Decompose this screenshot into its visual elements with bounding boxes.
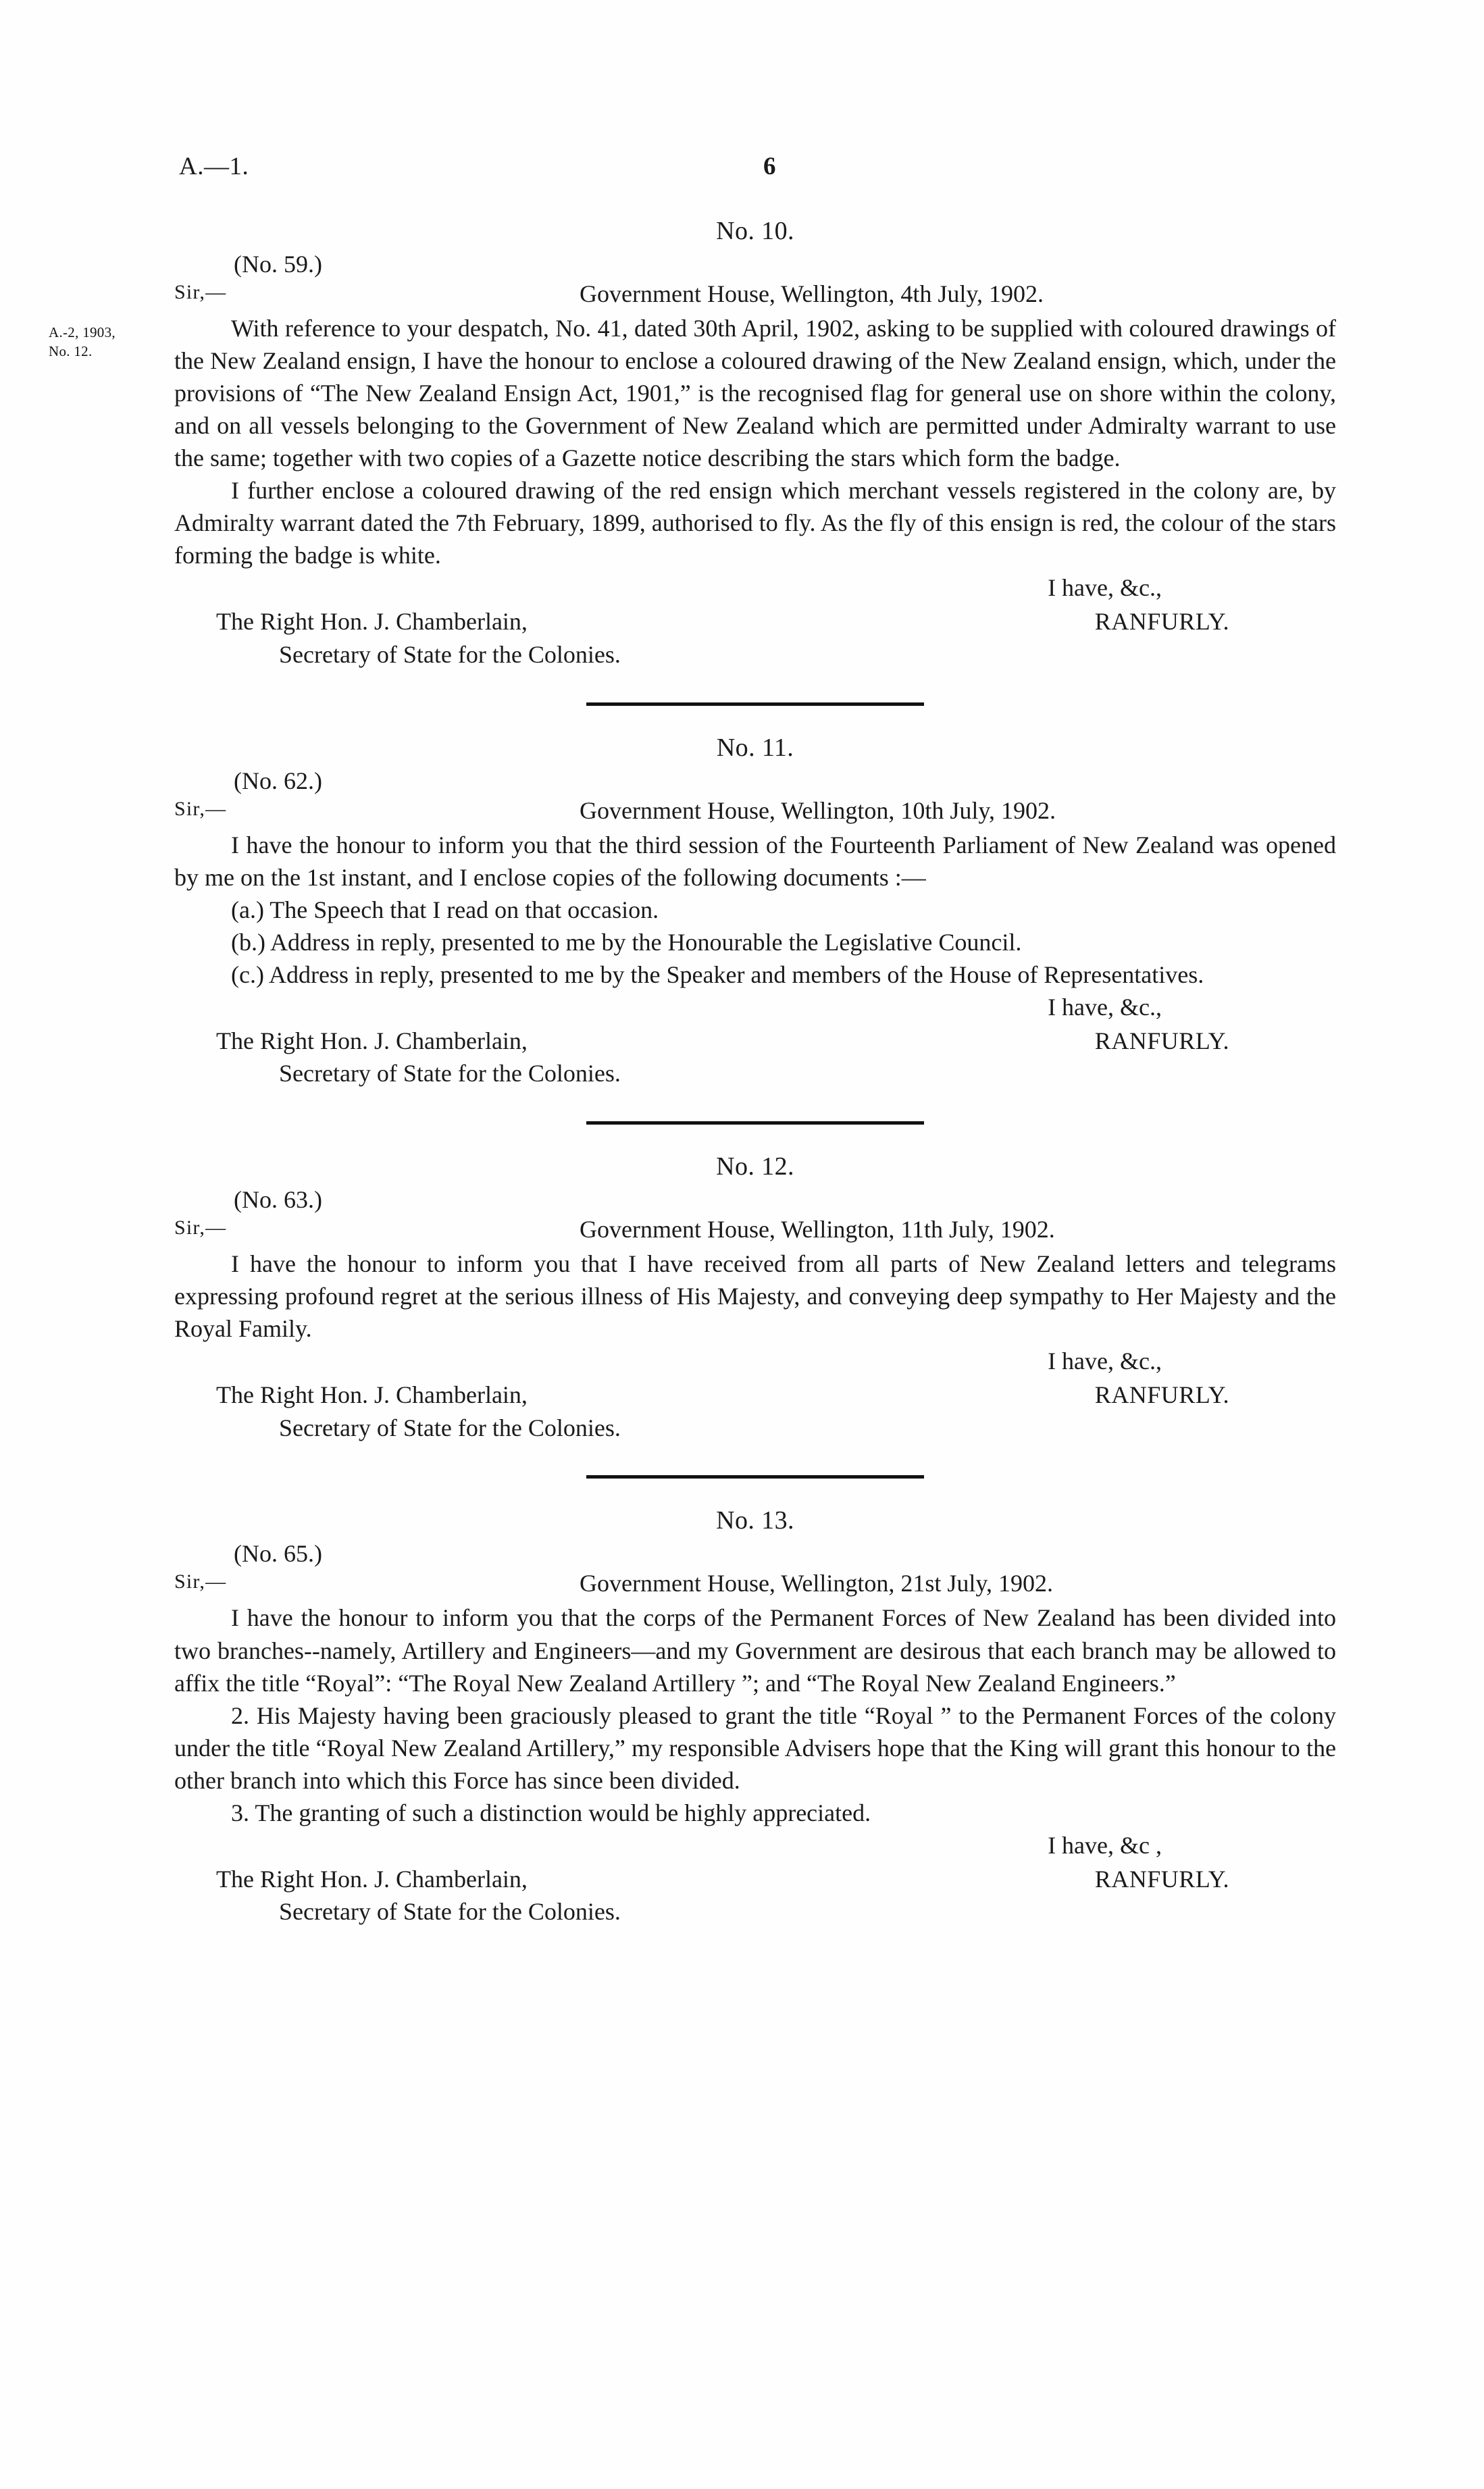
closing-row bbox=[174, 1345, 1336, 1377]
place-and-date: Government House, Wellington, 4th July, 1902. bbox=[580, 280, 1044, 307]
document-body bbox=[174, 216, 1336, 1928]
paragraph: With reference to your despatch, No. 41, dated 30th April, 1902, asking to be supplied with coloured drawings of the New Zealand ensign, I have the honour to enclose a coloured drawing of the New Zealand ensign, which, under the provisions of “The New Zealand Ensign Act, 1901,” is the recognised flag for general use on shore within the colony, and on all vessels belonging to the Government of New Zealand which are permitted under Admiralty warrant to use the same; together with two copies of a Gazette notice describing the stars which form the badge. bbox=[174, 315, 1336, 472]
signatory: RANFURLY. bbox=[1094, 1027, 1229, 1054]
closing-row bbox=[174, 991, 1336, 1023]
margin-note-line-1: A.-2, 1903, bbox=[49, 324, 116, 340]
section-docnum: (No. 63.) bbox=[234, 1186, 322, 1214]
despatch-section bbox=[174, 1506, 1336, 1928]
place-and-date: Government House, Wellington, 21st July, 1902. bbox=[580, 1570, 1054, 1597]
section-title: No. 13. bbox=[716, 1506, 794, 1535]
section-docnum: (No. 59.) bbox=[234, 251, 322, 278]
closing-row bbox=[174, 571, 1336, 604]
despatch-section bbox=[174, 733, 1336, 1125]
despatch-section bbox=[174, 216, 1336, 706]
section-divider bbox=[586, 1475, 924, 1479]
paragraph: I have the honour to inform you that I have received from all parts of New Zealand letters and telegrams expressing profound regret at the serious illness of His Majesty, and conveying deep sympathy to Her Majesty and the Royal Family. bbox=[174, 1250, 1336, 1343]
salutation: Sir,— bbox=[174, 797, 227, 820]
section-divider bbox=[586, 1121, 924, 1125]
place-and-date: Government House, Wellington, 10th July, 1902. bbox=[580, 796, 1056, 824]
salutation: Sir,— bbox=[174, 1570, 227, 1593]
section-title: No. 10. bbox=[716, 217, 794, 245]
signature-block bbox=[174, 1379, 1336, 1444]
addressee: The Right Hon. J. Chamberlain, bbox=[216, 1027, 528, 1054]
section-title: No. 12. bbox=[716, 1152, 794, 1181]
page-header bbox=[0, 152, 1484, 186]
closing-row bbox=[174, 1829, 1336, 1862]
addressee-title: Secretary of State for the Colonies. bbox=[279, 641, 621, 669]
addressee: The Right Hon. J. Chamberlain, bbox=[216, 1865, 528, 1893]
signatory: RANFURLY. bbox=[1094, 608, 1229, 636]
section-title: No. 11. bbox=[716, 733, 794, 762]
paragraph: (c.) Address in reply, presented to me by the Speaker and members of the House of Representatives. bbox=[231, 960, 1204, 988]
addressee-title: Secretary of State for the Colonies. bbox=[279, 1060, 621, 1087]
salutation-line bbox=[174, 281, 1336, 312]
signature-block bbox=[174, 1025, 1336, 1090]
despatch-section bbox=[174, 1152, 1336, 1479]
signatory: RANFURLY. bbox=[1094, 1381, 1229, 1409]
salutation: Sir,— bbox=[174, 1216, 227, 1239]
paragraph: (a.) The Speech that I read on that occasion. bbox=[231, 896, 659, 923]
closing-phrase: I have, &c., bbox=[1048, 574, 1162, 602]
paragraph: (b.) Address in reply, presented to me by the Honourable the Legislative Council. bbox=[231, 928, 1022, 956]
document-reference: A.—1. bbox=[179, 153, 249, 180]
page-number: 6 bbox=[763, 153, 776, 180]
paragraph: 3. The granting of such a distinction would be highly appreciated. bbox=[231, 1799, 871, 1826]
paragraph: I have the honour to inform you that the third session of the Fourteenth Parliament of New Zealand was opened by me on the 1st instant, and I enclose copies of the following documents :— bbox=[174, 831, 1336, 891]
salutation: Sir,— bbox=[174, 281, 227, 303]
margin-note-line-2: No. 12. bbox=[49, 343, 93, 360]
section-docnum: (No. 62.) bbox=[234, 767, 322, 794]
place-and-date: Government House, Wellington, 11th July, 1902. bbox=[580, 1216, 1055, 1243]
closing-phrase: I have, &c., bbox=[1048, 1348, 1162, 1375]
paragraph: I further enclose a coloured drawing of the red ensign which merchant vessels registered in the colony are, by Admiralty warrant dated the 7th February, 1899, authorised to fly. As the fly of this ensign is red, the colour of the stars forming the badge is white. bbox=[174, 477, 1336, 569]
paragraph: I have the honour to inform you that the corps of the Permanent Forces of New Zealand has been divided into two branches--namely, Artillery and Engineers—and my Government are desirous that each branch may be allowed to affix the title “Royal”: “The Royal New Zealand Artillery ”; and “The Royal New Zealand Engineers.” bbox=[174, 1604, 1336, 1697]
section-docnum: (No. 65.) bbox=[234, 1540, 322, 1568]
closing-phrase: I have, &c , bbox=[1048, 1831, 1162, 1859]
addressee: The Right Hon. J. Chamberlain, bbox=[216, 608, 528, 636]
addressee-title: Secretary of State for the Colonies. bbox=[279, 1414, 621, 1441]
closing-phrase: I have, &c., bbox=[1048, 993, 1162, 1021]
section-divider bbox=[586, 702, 924, 706]
signature-block bbox=[174, 1863, 1336, 1928]
addressee-title: Secretary of State for the Colonies. bbox=[279, 1898, 621, 1926]
signatory: RANFURLY. bbox=[1094, 1865, 1229, 1893]
signature-block bbox=[174, 605, 1336, 671]
paragraph: 2. His Majesty having been graciously pleased to grant the title “Royal ” to the Permanent Forces of the colony under the title “Royal New Zealand Artillery,” my responsible Advisers hope that the King will grant this honour to the other branch into which this Force has since been divided. bbox=[174, 1701, 1336, 1794]
salutation-line bbox=[174, 1216, 1336, 1248]
salutation-line bbox=[174, 1570, 1336, 1601]
salutation-line bbox=[174, 798, 1336, 829]
margin-note bbox=[49, 323, 174, 361]
addressee: The Right Hon. J. Chamberlain, bbox=[216, 1381, 528, 1409]
